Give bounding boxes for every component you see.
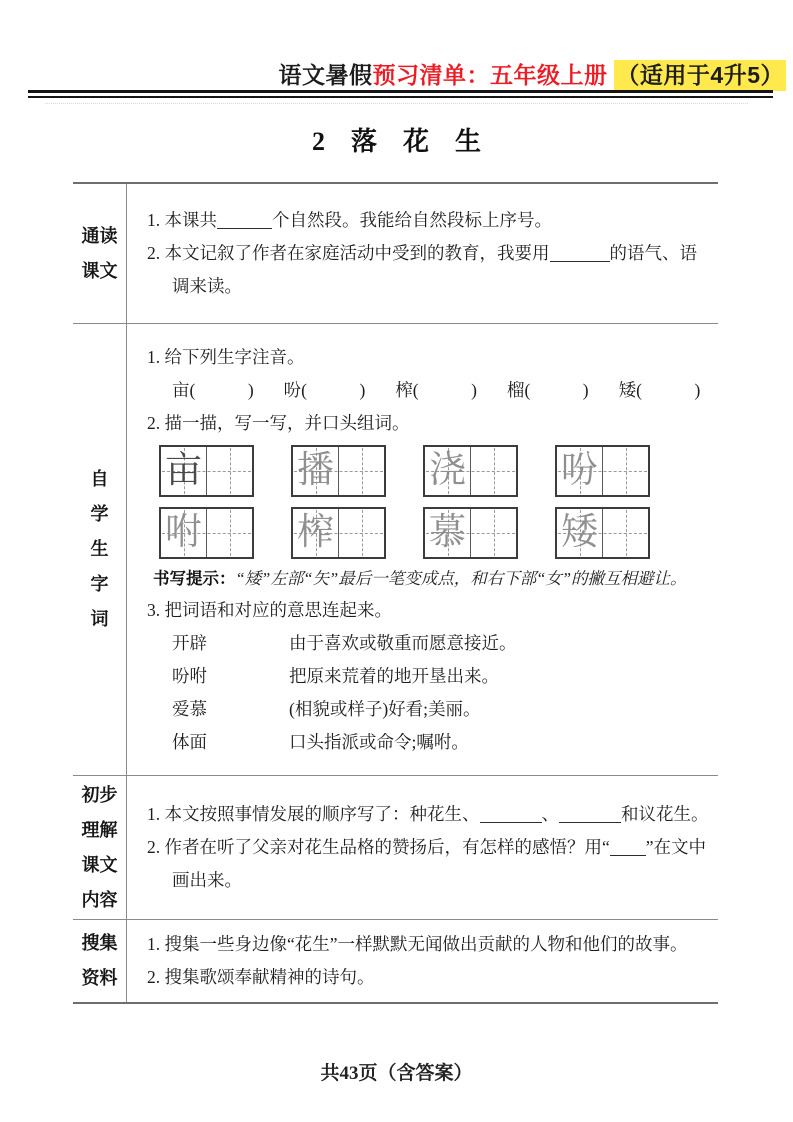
task-item: 2. 描一描，写一写，并口头组词。 <box>147 412 410 433</box>
pinyin-item: 吩( ) <box>283 379 366 400</box>
task-text: 和议花生。 <box>621 804 709 824</box>
label-line: 词 <box>90 609 109 629</box>
label-line: 学 <box>90 504 109 524</box>
table-row-read-aloud <box>73 184 718 323</box>
grid-cell <box>293 509 338 557</box>
label-line: 生 <box>90 539 109 559</box>
label-line: 初步 <box>81 784 118 805</box>
matching-meaning: 口头指派或命令;嘱咐。 <box>289 731 469 752</box>
blank-line <box>610 838 646 856</box>
footer-page-count: 共43页（含答案） <box>320 1063 473 1084</box>
table-row-collect-materials <box>73 919 718 1002</box>
pinyin-item: 矮( ) <box>618 379 701 400</box>
blank-line <box>550 244 610 262</box>
task-item: 2. 搜集歌颂奉献精神的诗句。 <box>147 967 375 987</box>
pinyin-item: 榨( ) <box>395 379 477 400</box>
writing-grid-box <box>159 445 254 497</box>
writing-grid-row <box>159 445 710 497</box>
section-label-collect <box>73 920 127 1002</box>
writing-grid-box <box>159 507 254 559</box>
writing-grid-box <box>423 445 518 497</box>
header-dotted-rule <box>45 103 748 104</box>
grid-cell <box>425 447 470 495</box>
matching-row <box>147 660 710 693</box>
practice-character: 矮 <box>561 512 598 553</box>
task-item <box>147 237 710 303</box>
label-line: 自 <box>90 469 109 489</box>
label-line: 课文 <box>81 260 118 281</box>
table-row-comprehension <box>73 775 718 919</box>
matching-word: 体面 <box>172 731 207 752</box>
matching-word: 吩咐 <box>172 665 207 686</box>
practice-character: 浇 <box>429 450 466 491</box>
grid-cell-empty <box>338 447 384 495</box>
blank-line <box>559 805 621 823</box>
pinyin-item: 亩( ) <box>172 379 254 400</box>
writing-grid-box <box>423 507 518 559</box>
matching-row <box>147 726 710 759</box>
task-text: 个自然段。我能给自然段标上序号。 <box>272 210 552 230</box>
grid-cell-empty <box>206 509 252 557</box>
task-text: 1. 本文按照事情发展的顺序写了：种花生、 <box>147 804 480 824</box>
matching-row <box>147 627 710 660</box>
matching-word: 开辟 <box>172 632 207 653</box>
section-content-read-aloud <box>127 184 718 323</box>
grid-cell-empty <box>470 509 516 557</box>
task-text: 2. 作者在听了父亲对花生品格的赞扬后，有怎样的感悟？用“ <box>147 837 610 857</box>
section-content-comprehension <box>127 776 718 919</box>
writing-grid-box <box>555 445 650 497</box>
section-content-collect <box>127 920 718 1002</box>
label-line: 内容 <box>81 889 118 910</box>
writing-tip-text: “矮”左部“矢”最后一笔变成点，和右下部“女”的撇互相避让。 <box>235 568 687 588</box>
label-line: 课文 <box>81 854 118 875</box>
practice-character: 榨 <box>297 512 334 553</box>
matching-meaning: 由于喜欢或敬重而愿意接近。 <box>289 632 517 653</box>
blank-line <box>217 211 272 229</box>
section-label-read-aloud <box>73 184 127 323</box>
label-line: 资料 <box>81 968 118 988</box>
label-line: 搜集 <box>81 933 118 953</box>
grid-cell-empty <box>602 509 648 557</box>
grid-cell-empty <box>338 509 384 557</box>
label-line: 字 <box>90 574 109 594</box>
matching-meaning: (相貌或样子)好看;美丽。 <box>289 698 481 719</box>
task-text: ”在文中画出来。 <box>172 837 707 890</box>
section-content-self-study <box>127 324 718 775</box>
task-item: 1. 给下列生字注音。 <box>147 346 305 367</box>
practice-character: 亩 <box>165 450 202 491</box>
header-double-rule <box>28 90 773 98</box>
writing-grid-box <box>291 507 386 559</box>
grid-cell <box>425 509 470 557</box>
page-header <box>279 57 786 90</box>
section-label-comprehension <box>73 776 127 919</box>
label-line: 通读 <box>81 225 118 246</box>
section-label-self-study <box>73 324 127 775</box>
matching-row <box>147 693 710 726</box>
practice-character: 慕 <box>429 512 466 553</box>
grid-cell <box>161 509 206 557</box>
writing-tip-label: 书写提示： <box>153 569 236 588</box>
pinyin-exercise-row <box>147 374 710 407</box>
practice-character: 吩 <box>561 450 598 491</box>
task-text: 、 <box>541 804 559 824</box>
task-item <box>147 798 710 831</box>
task-item: 1. 搜集一些身边像“花生”一样默默无闻做出贡献的人物和他们的故事。 <box>147 934 688 954</box>
blank-line <box>480 805 542 823</box>
practice-character: 咐 <box>165 512 202 553</box>
practice-character: 播 <box>297 450 334 491</box>
writing-tip <box>147 564 710 594</box>
matching-meaning: 把原来荒着的地开垦出来。 <box>289 665 499 686</box>
task-item <box>147 831 710 897</box>
task-item: 3. 把词语和对应的意思连起来。 <box>147 599 392 620</box>
header-subject-text: 语文暑假 <box>278 62 373 88</box>
writing-grid-box <box>555 507 650 559</box>
grid-cell-empty <box>470 447 516 495</box>
grid-cell <box>557 447 602 495</box>
task-item <box>147 204 710 237</box>
task-text: 2. 本文记叙了作者在家庭活动中受到的教育，我要用 <box>147 243 550 263</box>
grid-cell <box>557 509 602 557</box>
page-title: 2 落 花 生 <box>311 127 481 156</box>
grid-cell <box>293 447 338 495</box>
grid-cell-empty <box>602 447 648 495</box>
matching-word: 爱慕 <box>172 698 207 719</box>
writing-grid-row <box>159 507 710 559</box>
grid-cell <box>161 447 206 495</box>
header-series-text: 预习清单：五年级上册 <box>372 62 608 88</box>
header-grade-badge: （适用于4升5） <box>614 60 786 91</box>
task-text: 的语气、语调来读。 <box>172 243 697 296</box>
task-text: 1. 本课共 <box>147 210 217 230</box>
label-line: 理解 <box>81 819 118 840</box>
worksheet-table <box>73 182 718 1004</box>
grid-cell-empty <box>206 447 252 495</box>
writing-grid-box <box>291 445 386 497</box>
pinyin-item: 榴( ) <box>506 379 589 400</box>
table-row-self-study-words <box>73 323 718 775</box>
